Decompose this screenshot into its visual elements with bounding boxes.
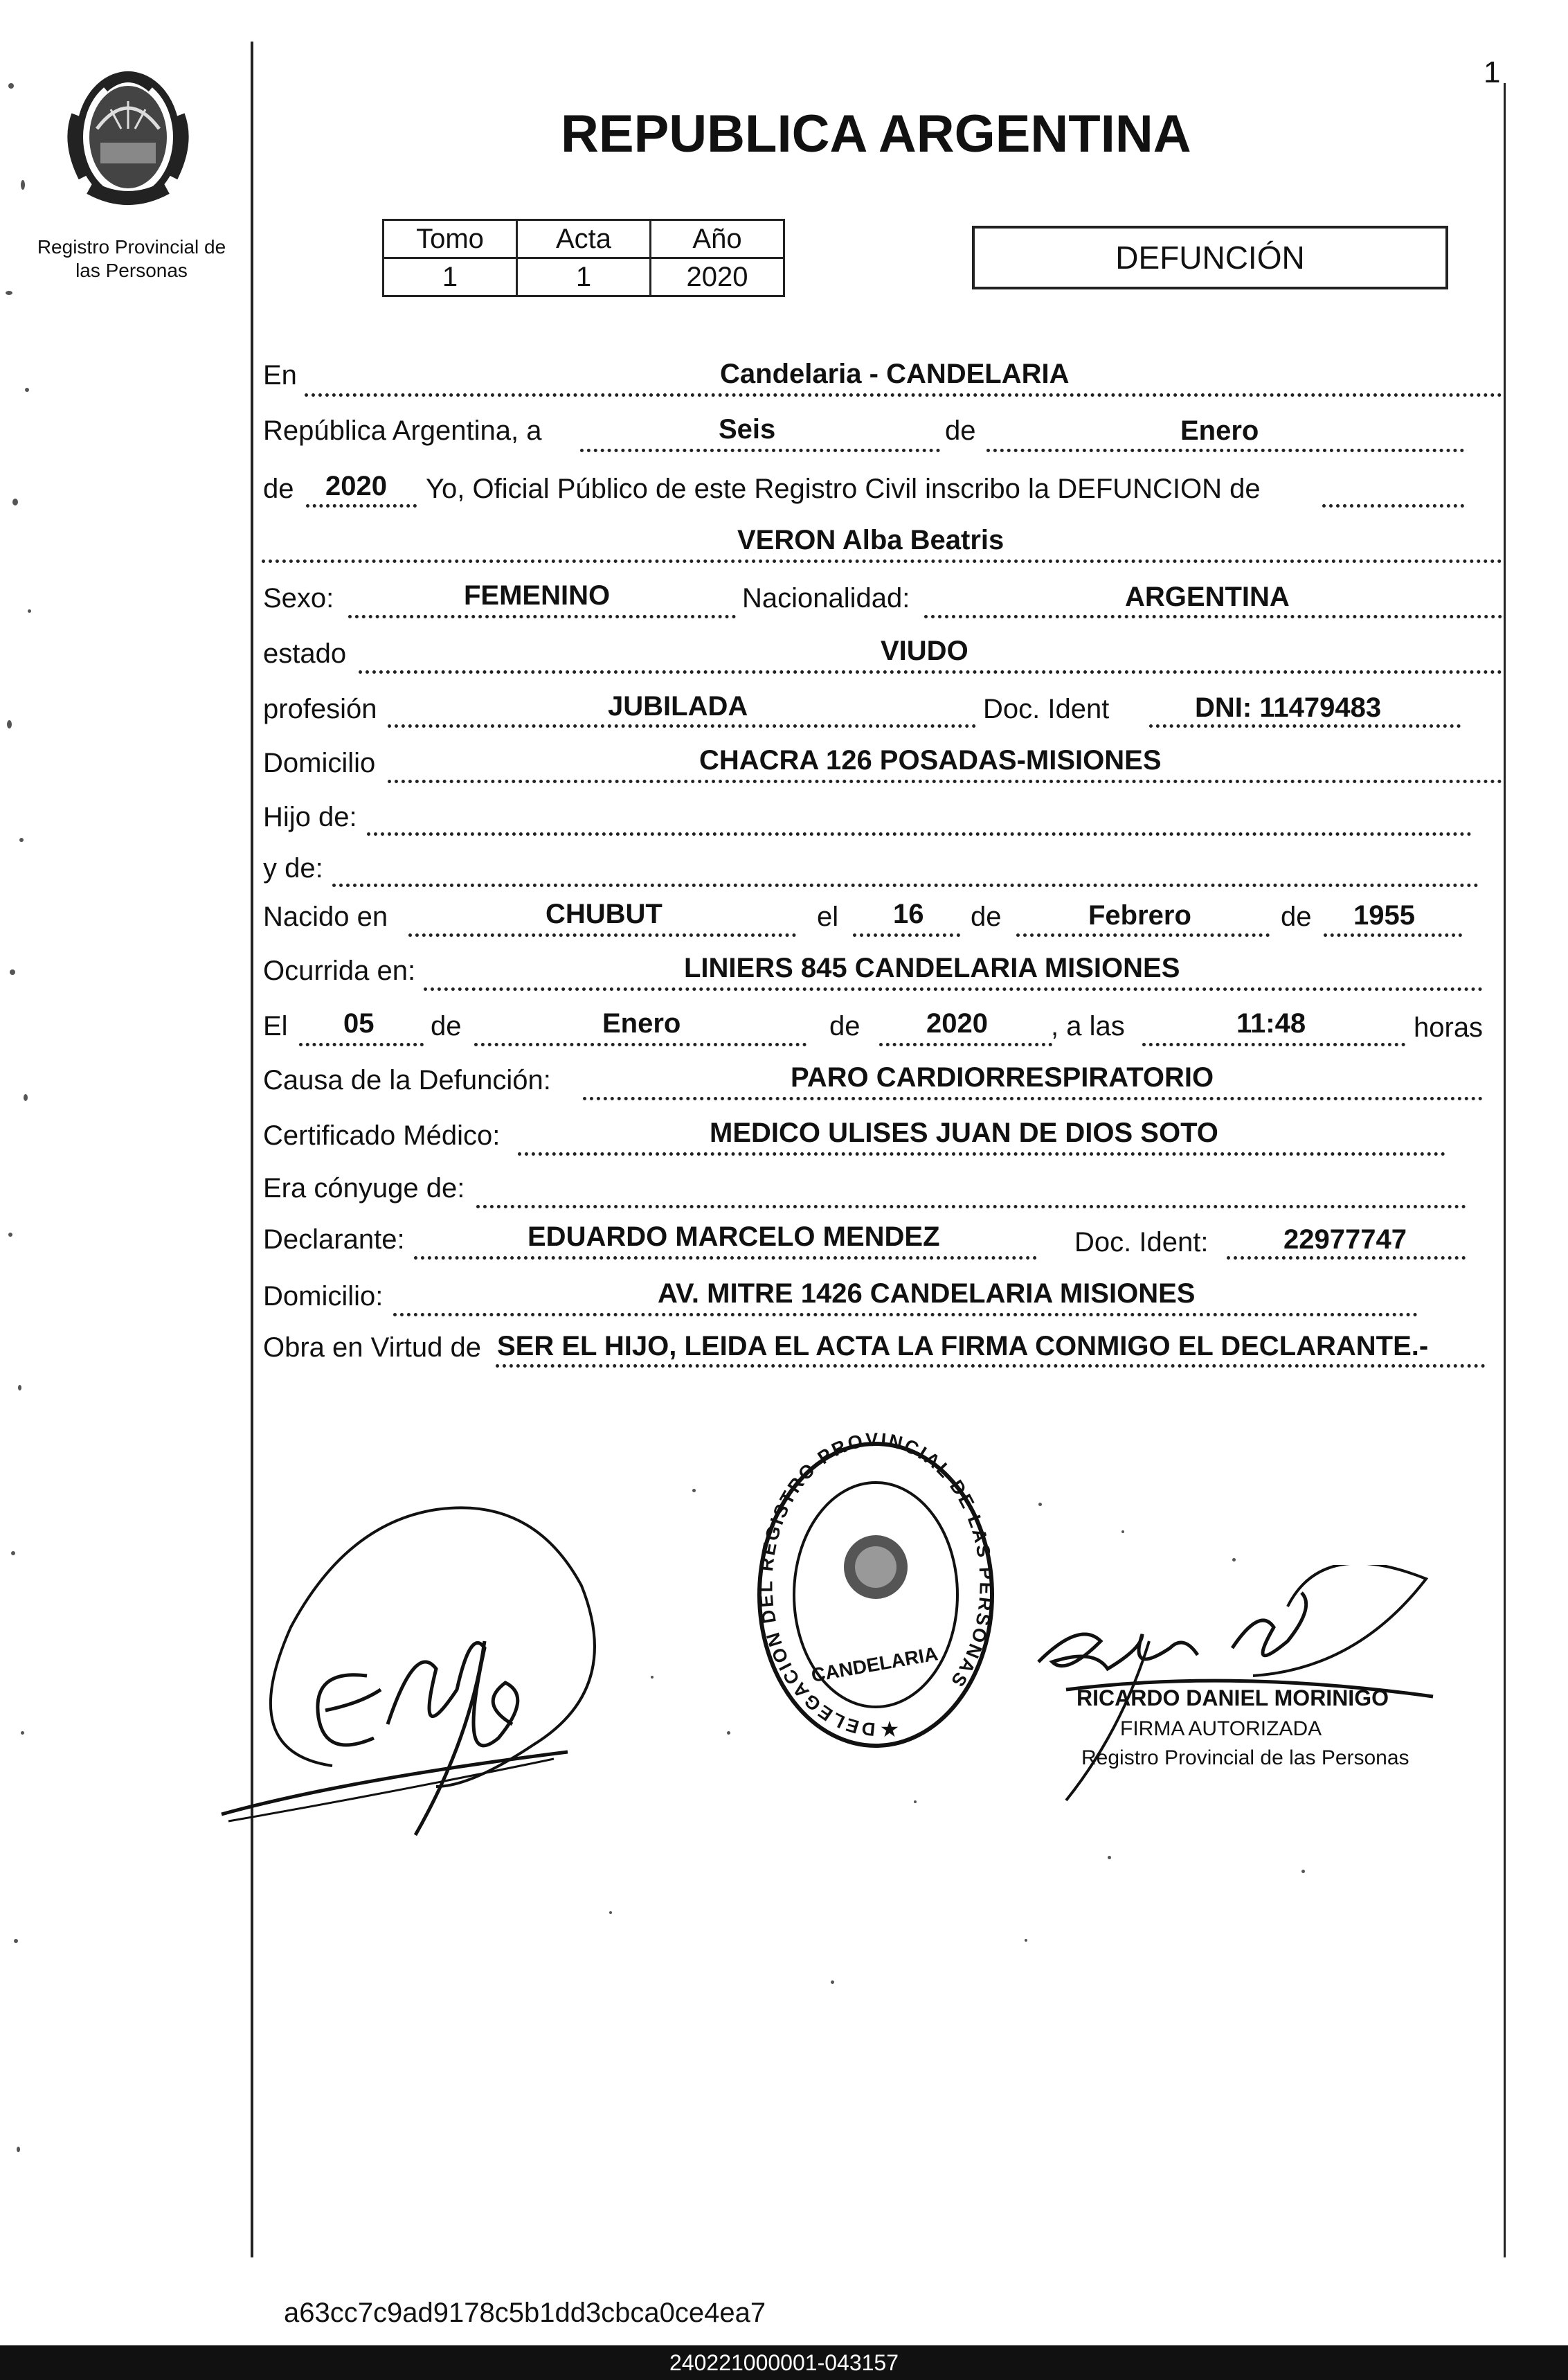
header-tomo: Tomo (384, 220, 517, 258)
dotted-line (305, 393, 1502, 397)
hijo-label: Hijo de: (263, 802, 357, 832)
value-ano: 2020 (651, 258, 784, 296)
death-time: 11:48 (1236, 1008, 1306, 1039)
obra-label: Obra en Virtud de (263, 1332, 482, 1363)
year-value: 2020 (325, 471, 387, 501)
horas-label: horas (1414, 1012, 1484, 1043)
stamp-ring-text: DELEGACION DEL REGISTRO PROVINCIAL DE LAS PERSONAS (755, 1432, 997, 1740)
ocurrida-label: Ocurrida en: (263, 956, 416, 986)
dotted-line (388, 780, 1502, 783)
stamp-center-text: CANDELARIA (809, 1643, 940, 1686)
doc2-value: 22977747 (1283, 1224, 1407, 1255)
svg-text:★: ★ (879, 1717, 900, 1742)
dotted-line (299, 1043, 424, 1046)
dotted-line (388, 724, 976, 728)
domicilio-value: CHACRA 126 POSADAS-MISIONES (699, 745, 1162, 776)
en-value: Candelaria - CANDELARIA (720, 359, 1070, 389)
day-word: Seis (719, 414, 776, 445)
dotted-line (1016, 933, 1270, 937)
dotted-line (262, 560, 1502, 563)
de-label-4: de (1281, 902, 1312, 932)
nacido-value: CHUBUT (546, 899, 663, 929)
nacionalidad-value: ARGENTINA (1125, 582, 1290, 612)
header-acta: Acta (517, 220, 651, 258)
conyuge-label: Era cónyuge de: (263, 1173, 465, 1204)
dotted-line (1322, 504, 1464, 508)
de-label-5: de (431, 1011, 462, 1041)
nacido-label: Nacido en (263, 902, 388, 932)
en-label: En (263, 360, 297, 391)
dotted-line (408, 933, 796, 937)
de-label-3: de (971, 902, 1002, 932)
registry-line-1: Registro Provincial de (37, 236, 226, 258)
dotted-line (924, 615, 1502, 618)
de-label-2: de (263, 474, 294, 504)
dotted-line (496, 1364, 1486, 1368)
official-stamp (751, 1432, 1000, 1757)
province-seal-logo (62, 60, 194, 219)
registry-caption (28, 235, 235, 283)
domicilio2-value: AV. MITRE 1426 CANDELARIA MISIONES (658, 1278, 1196, 1309)
dotted-line (853, 933, 960, 937)
dotted-line (1142, 1043, 1405, 1046)
dotted-line (1227, 1256, 1466, 1260)
record-type-box (972, 226, 1448, 289)
dotted-line (518, 1152, 1445, 1156)
doc2-label: Doc. Ident: (1074, 1227, 1209, 1258)
registrar-org: Registro Provincial de las Personas (1081, 1746, 1409, 1769)
record-table (382, 219, 785, 297)
doc-value: DNI: 11479483 (1195, 692, 1382, 723)
registrar-name: RICARDO DANIEL MORINIGO (1076, 1685, 1389, 1710)
de-label: de (945, 415, 976, 446)
domicilio-label: Domicilio (263, 748, 376, 778)
de-label-6: de (829, 1011, 860, 1041)
ocurrida-value: LINIERS 845 CANDELARIA MISIONES (684, 953, 1180, 983)
death-year: 2020 (926, 1008, 988, 1039)
dotted-line (424, 987, 1483, 991)
page-number: 1 (1484, 55, 1501, 89)
dotted-line (986, 449, 1464, 452)
value-acta: 1 (517, 258, 651, 296)
declarante-value: EDUARDO MARCELO MENDEZ (528, 1222, 940, 1252)
dotted-line (367, 832, 1472, 836)
profesion-value: JUBILADA (608, 691, 748, 722)
certificado-value: MEDICO ULISES JUAN DE DIOS SOTO (710, 1118, 1218, 1148)
death-month: Enero (602, 1008, 681, 1039)
sexo-label: Sexo: (263, 583, 334, 614)
causa-value: PARO CARDIORRESPIRATORIO (791, 1062, 1214, 1093)
birth-year: 1955 (1353, 900, 1415, 931)
obra-value: SER EL HIJO, LEIDA EL ACTA LA FIRMA CONMIGO EL DECLARANTE.- (497, 1331, 1429, 1361)
page-title: REPUBLICA ARGENTINA (561, 105, 1191, 163)
registry-line-2: las Personas (75, 260, 188, 281)
birth-month: Febrero (1088, 900, 1191, 931)
dotted-line (414, 1256, 1037, 1260)
month-value: Enero (1180, 415, 1259, 446)
declarante-label: Declarante: (263, 1224, 405, 1255)
dotted-line (306, 504, 417, 508)
nacionalidad-label: Nacionalidad: (742, 583, 910, 614)
dotted-line (348, 615, 736, 618)
record-type: DEFUNCIÓN (1115, 240, 1305, 276)
right-margin-rule (1504, 83, 1506, 2257)
header-ano: Año (651, 220, 784, 258)
oficial-text: Yo, Oficial Público de este Registro Civil inscribo la DEFUNCION de (426, 474, 1261, 504)
alas-label: , a las (1051, 1011, 1125, 1041)
dotted-line (583, 1097, 1483, 1100)
dotted-line (879, 1043, 1052, 1046)
left-margin-rule (251, 42, 253, 2257)
sexo-value: FEMENINO (464, 580, 611, 611)
birth-day: 16 (893, 899, 924, 929)
document-hash: a63cc7c9ad9178c5b1dd3cbca0ce4ea7 (284, 2298, 766, 2328)
certificado-label: Certificado Médico: (263, 1120, 501, 1151)
el-label: el (817, 902, 839, 932)
dotted-line (332, 884, 1479, 887)
causa-label: Causa de la Defunción: (263, 1065, 551, 1095)
dotted-line (580, 449, 940, 452)
dotted-line (359, 670, 1502, 674)
footer-id: 240221000001-043157 (669, 2350, 899, 2375)
dotted-line (476, 1205, 1466, 1208)
footer-bar (0, 2345, 1568, 2380)
dotted-line (1149, 724, 1461, 728)
registrar-role: FIRMA AUTORIZADA (1120, 1717, 1322, 1740)
estado-label: estado (263, 638, 347, 669)
dotted-line (393, 1313, 1418, 1316)
dotted-line (474, 1043, 806, 1046)
estado-value: VIUDO (881, 636, 968, 666)
deceased-name: VERON Alba Beatris (737, 525, 1004, 555)
dotted-line (1324, 933, 1462, 937)
declarant-signature (208, 1461, 623, 1863)
doc-label: Doc. Ident (983, 694, 1110, 724)
value-tomo: 1 (384, 258, 517, 296)
republica-label: República Argentina, a (263, 415, 542, 446)
profesion-label: profesión (263, 694, 377, 724)
death-day: 05 (343, 1008, 375, 1039)
yde-label: y de: (263, 853, 323, 884)
domicilio2-label: Domicilio: (263, 1281, 384, 1312)
el-label-2: El (263, 1011, 288, 1041)
